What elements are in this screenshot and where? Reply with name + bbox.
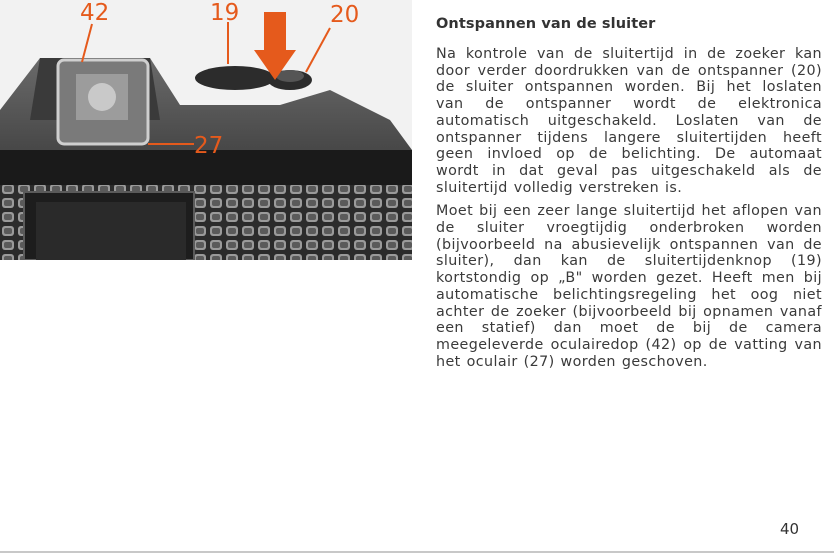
paragraph-release: Na kontrole van de sluitertijd in de zoeker kan door verder doordrukken van de ontspanner (20) de sluiter ontspannen worden. Bij het loslaten van de ontspanner wordt de elektronica automatisch uitgeschakeld. Loslaten van de ontspanner tijdens langere sluitertijden heeft geen invloed op de belichting. De automaat wordt in dat geval pas uitgeschakeld als de sluitertijd volledig verstreken is. [436, 46, 822, 196]
callout-27: 27 [194, 133, 224, 159]
paragraph-long-exposure: Moet bij een zeer lange sluitertijd het aflopen van de sluiter vroegtijdig onderbroken worden (bijvoorbeeld na abusievelijk ontspannen van de sluiter), dan kan de sluitertijdenknop (19) kortstondig op „B" worden gezet. Heeft men bij automatische belichtingsregeling het oog niet achter de zoeker (bijvoorbeeld bij opnamen vanaf een statief) dan moet de bij de camera meegeleverde oculairedop (42) op de vatting van het oculair (27) worden geschoven. [436, 203, 822, 370]
article [436, 16, 822, 377]
callout-20: 20 [330, 2, 360, 28]
page-number: 40 [780, 520, 800, 538]
arrow-shaft [264, 12, 286, 54]
camera-illustration [0, 0, 412, 260]
bottom-divider [0, 551, 834, 553]
callout-19: 19 [210, 0, 240, 26]
callout-42: 42 [80, 0, 110, 26]
camera-photo [0, 0, 412, 260]
article-heading: Ontspannen van de sluiter [436, 16, 656, 32]
